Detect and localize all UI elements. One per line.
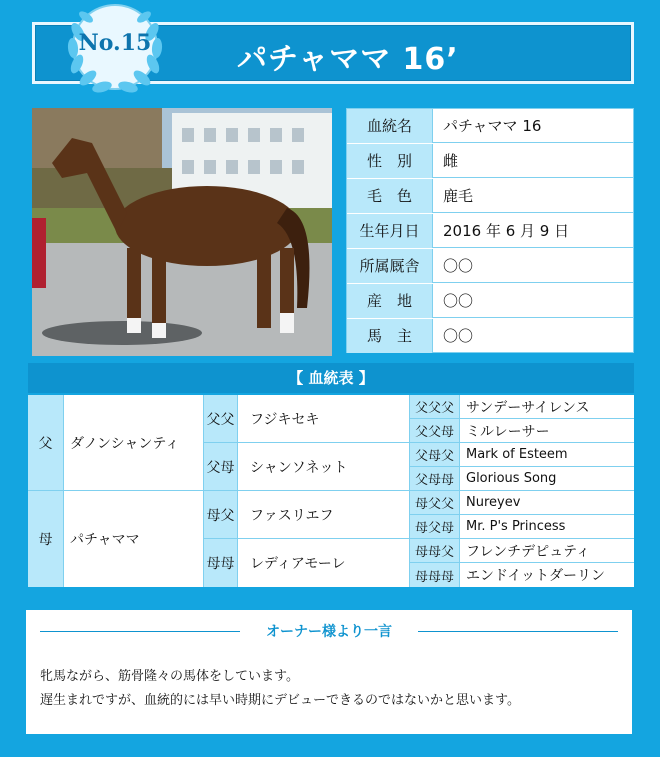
pedigree-gen2-label: 父父 [204, 395, 238, 443]
pedigree-gen2-name: シャンソネット [238, 443, 410, 491]
comment-line: 牝馬ながら、筋骨隆々の馬体をしています。 [40, 669, 299, 684]
profile-value: 雌 [443, 152, 459, 170]
pedigree-gen3-label: 父母父 [410, 443, 460, 467]
pedigree-gen2-label: 母父 [204, 491, 238, 539]
profile-row-origin [347, 284, 633, 318]
pedigree-gen3-label: 父父母 [410, 419, 460, 443]
pedigree-gen3-name: サンデーサイレンス [460, 395, 634, 419]
pedigree-dam-label: 母 [28, 491, 64, 587]
pedigree-sire-label: 父 [28, 395, 64, 491]
pedigree-gen3-label: 母母母 [410, 563, 460, 587]
profile-label: 所属厩舎 [347, 249, 433, 283]
pedigree-gen3-name: ミルレーサー [460, 419, 634, 443]
pedigree-gen2-label: 父母 [204, 443, 238, 491]
profile-label: 馬 主 [347, 319, 433, 353]
pedigree-gen3-name: Mr. P's Princess [460, 515, 634, 539]
profile-value: 〇〇 [443, 292, 474, 310]
number-badge [56, 2, 174, 102]
pedigree-gen2-name: フジキセキ [238, 395, 410, 443]
profile-row-stable [347, 249, 633, 283]
pedigree-gen2-name: ファスリエフ [238, 491, 410, 539]
comment-line: 遅生まれですが、血統的には早い時期にデビューできるのではないかと思います。 [40, 693, 520, 708]
pedigree-sire-name: ダノンシャンティ [64, 395, 204, 491]
pedigree-gen3-name: Nureyev [460, 491, 634, 515]
profile-value: 〇〇 [443, 257, 474, 275]
profile-label: 血統名 [347, 109, 433, 143]
number-badge-text: No.15 [78, 30, 152, 56]
profile-label: 産 地 [347, 284, 433, 318]
pedigree-gen3-name: エンドイットダーリン [466, 568, 606, 584]
profile-row-sex [347, 144, 633, 178]
profile-value: 鹿毛 [443, 187, 474, 205]
pedigree-gen2-label: 母母 [204, 539, 238, 587]
pedigree-gen3-label: 母母父 [410, 539, 460, 563]
pedigree-gen3-name: フレンチデピュティ [460, 539, 634, 563]
profile-row-birthdate [347, 214, 633, 248]
horse-photo [32, 108, 332, 356]
profile-label: 性 別 [347, 144, 433, 178]
pedigree-gen3-name: Glorious Song [460, 467, 634, 491]
comment-title: オーナー様より一言 [266, 624, 392, 640]
horse-title: パチャママ 16’ [237, 42, 459, 77]
profile-label: 毛 色 [347, 179, 433, 213]
profile-value: 〇〇 [443, 327, 474, 345]
pedigree-gen3-label: 母父父 [410, 491, 460, 515]
profile-value: 2016 年 6 月 9 日 [443, 222, 570, 240]
pedigree-dam-name: パチャママ [64, 491, 204, 587]
pedigree-gen2-name: レディアモーレ [238, 539, 410, 587]
pedigree-table [28, 395, 634, 587]
pedigree-gen3-name: Mark of Esteem [460, 443, 634, 467]
owner-comment-box [26, 610, 632, 734]
profile-label: 生年月日 [347, 214, 433, 248]
profile-row-name [347, 109, 633, 143]
profile-value: パチャママ 16 [443, 117, 542, 135]
pedigree-gen3-label: 父父父 [410, 395, 460, 419]
profile-row-owner [347, 319, 633, 353]
pedigree-gen3-label: 父母母 [410, 467, 460, 491]
pedigree-gen3-label: 母父母 [410, 515, 460, 539]
profile-table [346, 108, 634, 353]
pedigree-heading: 【 血統表 】 [28, 363, 634, 393]
profile-row-color [347, 179, 633, 213]
